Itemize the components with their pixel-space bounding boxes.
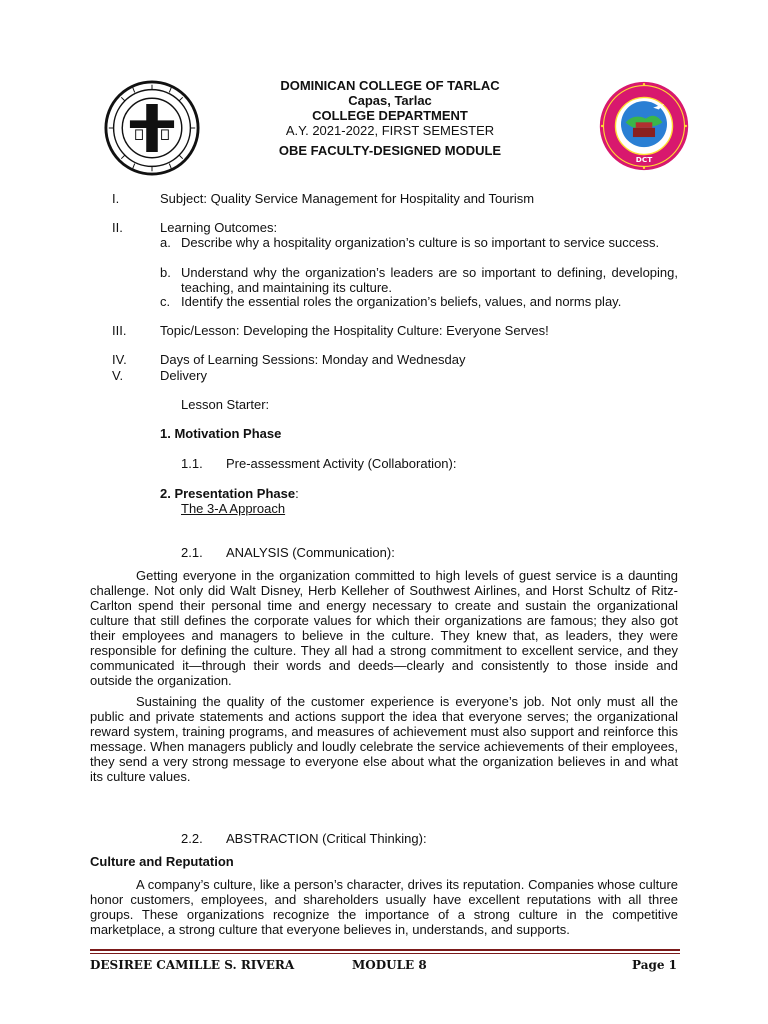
footer-rule-thick (90, 949, 680, 951)
section-3-topic: Topic/Lesson: Developing the Hospitality Culture: Everyone Serves! (160, 323, 549, 338)
outcome-b-label: b. (160, 265, 171, 280)
analysis-paragraph-2: Sustaining the quality of the customer experience is everyone’s job. Not only must all the public and private statements and actions support the idea that everyone serves; the organizational reward system, training programs, and measures of achievement must also support and reinforce this message. When managers publicly and loudly celebrate the service achievements of their employees, they send a very strong message to everyone else about what the organization believes in and what its culture values. (90, 694, 678, 784)
analysis-number: 2.1. (181, 545, 203, 560)
outcome-a-text: Describe why a hospitality organization’s culture is so important to service success. (181, 235, 660, 250)
college-location: Capas, Tarlac (348, 93, 432, 108)
department-name: COLLEGE DEPARTMENT (312, 108, 468, 123)
learning-outcome-a (160, 235, 678, 250)
learning-outcome-b (160, 265, 678, 295)
phase-1-1-number: 1.1. (181, 456, 203, 471)
outcome-c-text: Identify the essential roles the organization’s beliefs, values, and norms play. (181, 294, 622, 309)
learning-outcome-c (160, 294, 678, 309)
motivation-phase-heading: 1. Motivation Phase (160, 426, 282, 441)
footer-author: DESIREE CAMILLE S. RIVERA (90, 958, 295, 972)
abstraction-number: 2.2. (181, 831, 203, 846)
academic-year: A.Y. 2021-2022, FIRST SEMESTER (285, 123, 495, 138)
section-2-number: II. (112, 220, 123, 235)
lesson-starter: Lesson Starter: (181, 397, 270, 412)
section-5-delivery: Delivery (160, 368, 207, 383)
approach-subheading: The 3-A Approach (181, 501, 286, 516)
dominican-seal-icon (104, 80, 200, 176)
section-1-number: I. (112, 191, 120, 206)
abstraction-heading: ABSTRACTION (Critical Thinking): (226, 831, 427, 846)
culture-reputation-heading: Culture and Reputation (90, 854, 234, 869)
presentation-phase-label: 2. Presentation Phase (160, 486, 296, 501)
hospitality-seal-icon (598, 80, 690, 172)
outcome-a-label: a. (160, 235, 171, 250)
section-4-number: IV. (112, 352, 127, 367)
section-3-number: III. (112, 323, 127, 338)
document-header (200, 78, 580, 138)
outcome-c-label: c. (160, 294, 171, 309)
section-4-days: Days of Learning Sessions: Monday and Wednesday (160, 352, 466, 367)
presentation-phase-heading (160, 486, 299, 501)
seal-initials: DCT (635, 154, 653, 164)
footer-page-number: Page 1 (632, 958, 678, 972)
module-title: OBE FACULTY-DESIGNED MODULE (278, 143, 502, 158)
section-5-number: V. (112, 368, 124, 383)
analysis-paragraph-1: Getting everyone in the organization committed to high levels of guest service is a daunting challenge. Not only did Walt Disney, Herb Kelleher of Southwest Airlines, and Horst Schultz of Ritz-Carlton spend their personal time and energy necessary to create and sustain the organizational culture that still defines the corporate values for which their organizations are famous; they also got their employees and managers to believe in the culture. They knew that, as leaders, they were responsible for defining the culture. They all had a strong commitment to excellent service, and they communicated it—through their words and deeds—clearly and consistently to those inside and outside the organization. (90, 568, 678, 688)
footer-rule-thin (90, 953, 680, 954)
culture-paragraph: A company’s culture, like a person’s character, drives its reputation. Companies whose culture honor customers, employees, and shareholders usually have excellent reputations with all three groups. These organizations recognize the importance of a strong culture in the competitive marketplace, a strong culture that everyone believes in, understands, and supports. (90, 877, 678, 937)
college-name: DOMINICAN COLLEGE OF TARLAC (280, 78, 500, 93)
section-2-heading: Learning Outcomes: (160, 220, 278, 235)
phase-1-1-text: Pre-assessment Activity (Collaboration): (226, 456, 457, 471)
analysis-heading: ANALYSIS (Communication): (226, 545, 395, 560)
footer-module: MODULE 8 (352, 958, 427, 972)
section-1-subject: Subject: Quality Service Management for Hospitality and Tourism (160, 191, 535, 206)
outcome-b-text: Understand why the organization’s leaders are so important to defining, developing, teaching, and maintaining its culture. (181, 265, 678, 295)
presentation-phase-colon: : (295, 486, 299, 501)
